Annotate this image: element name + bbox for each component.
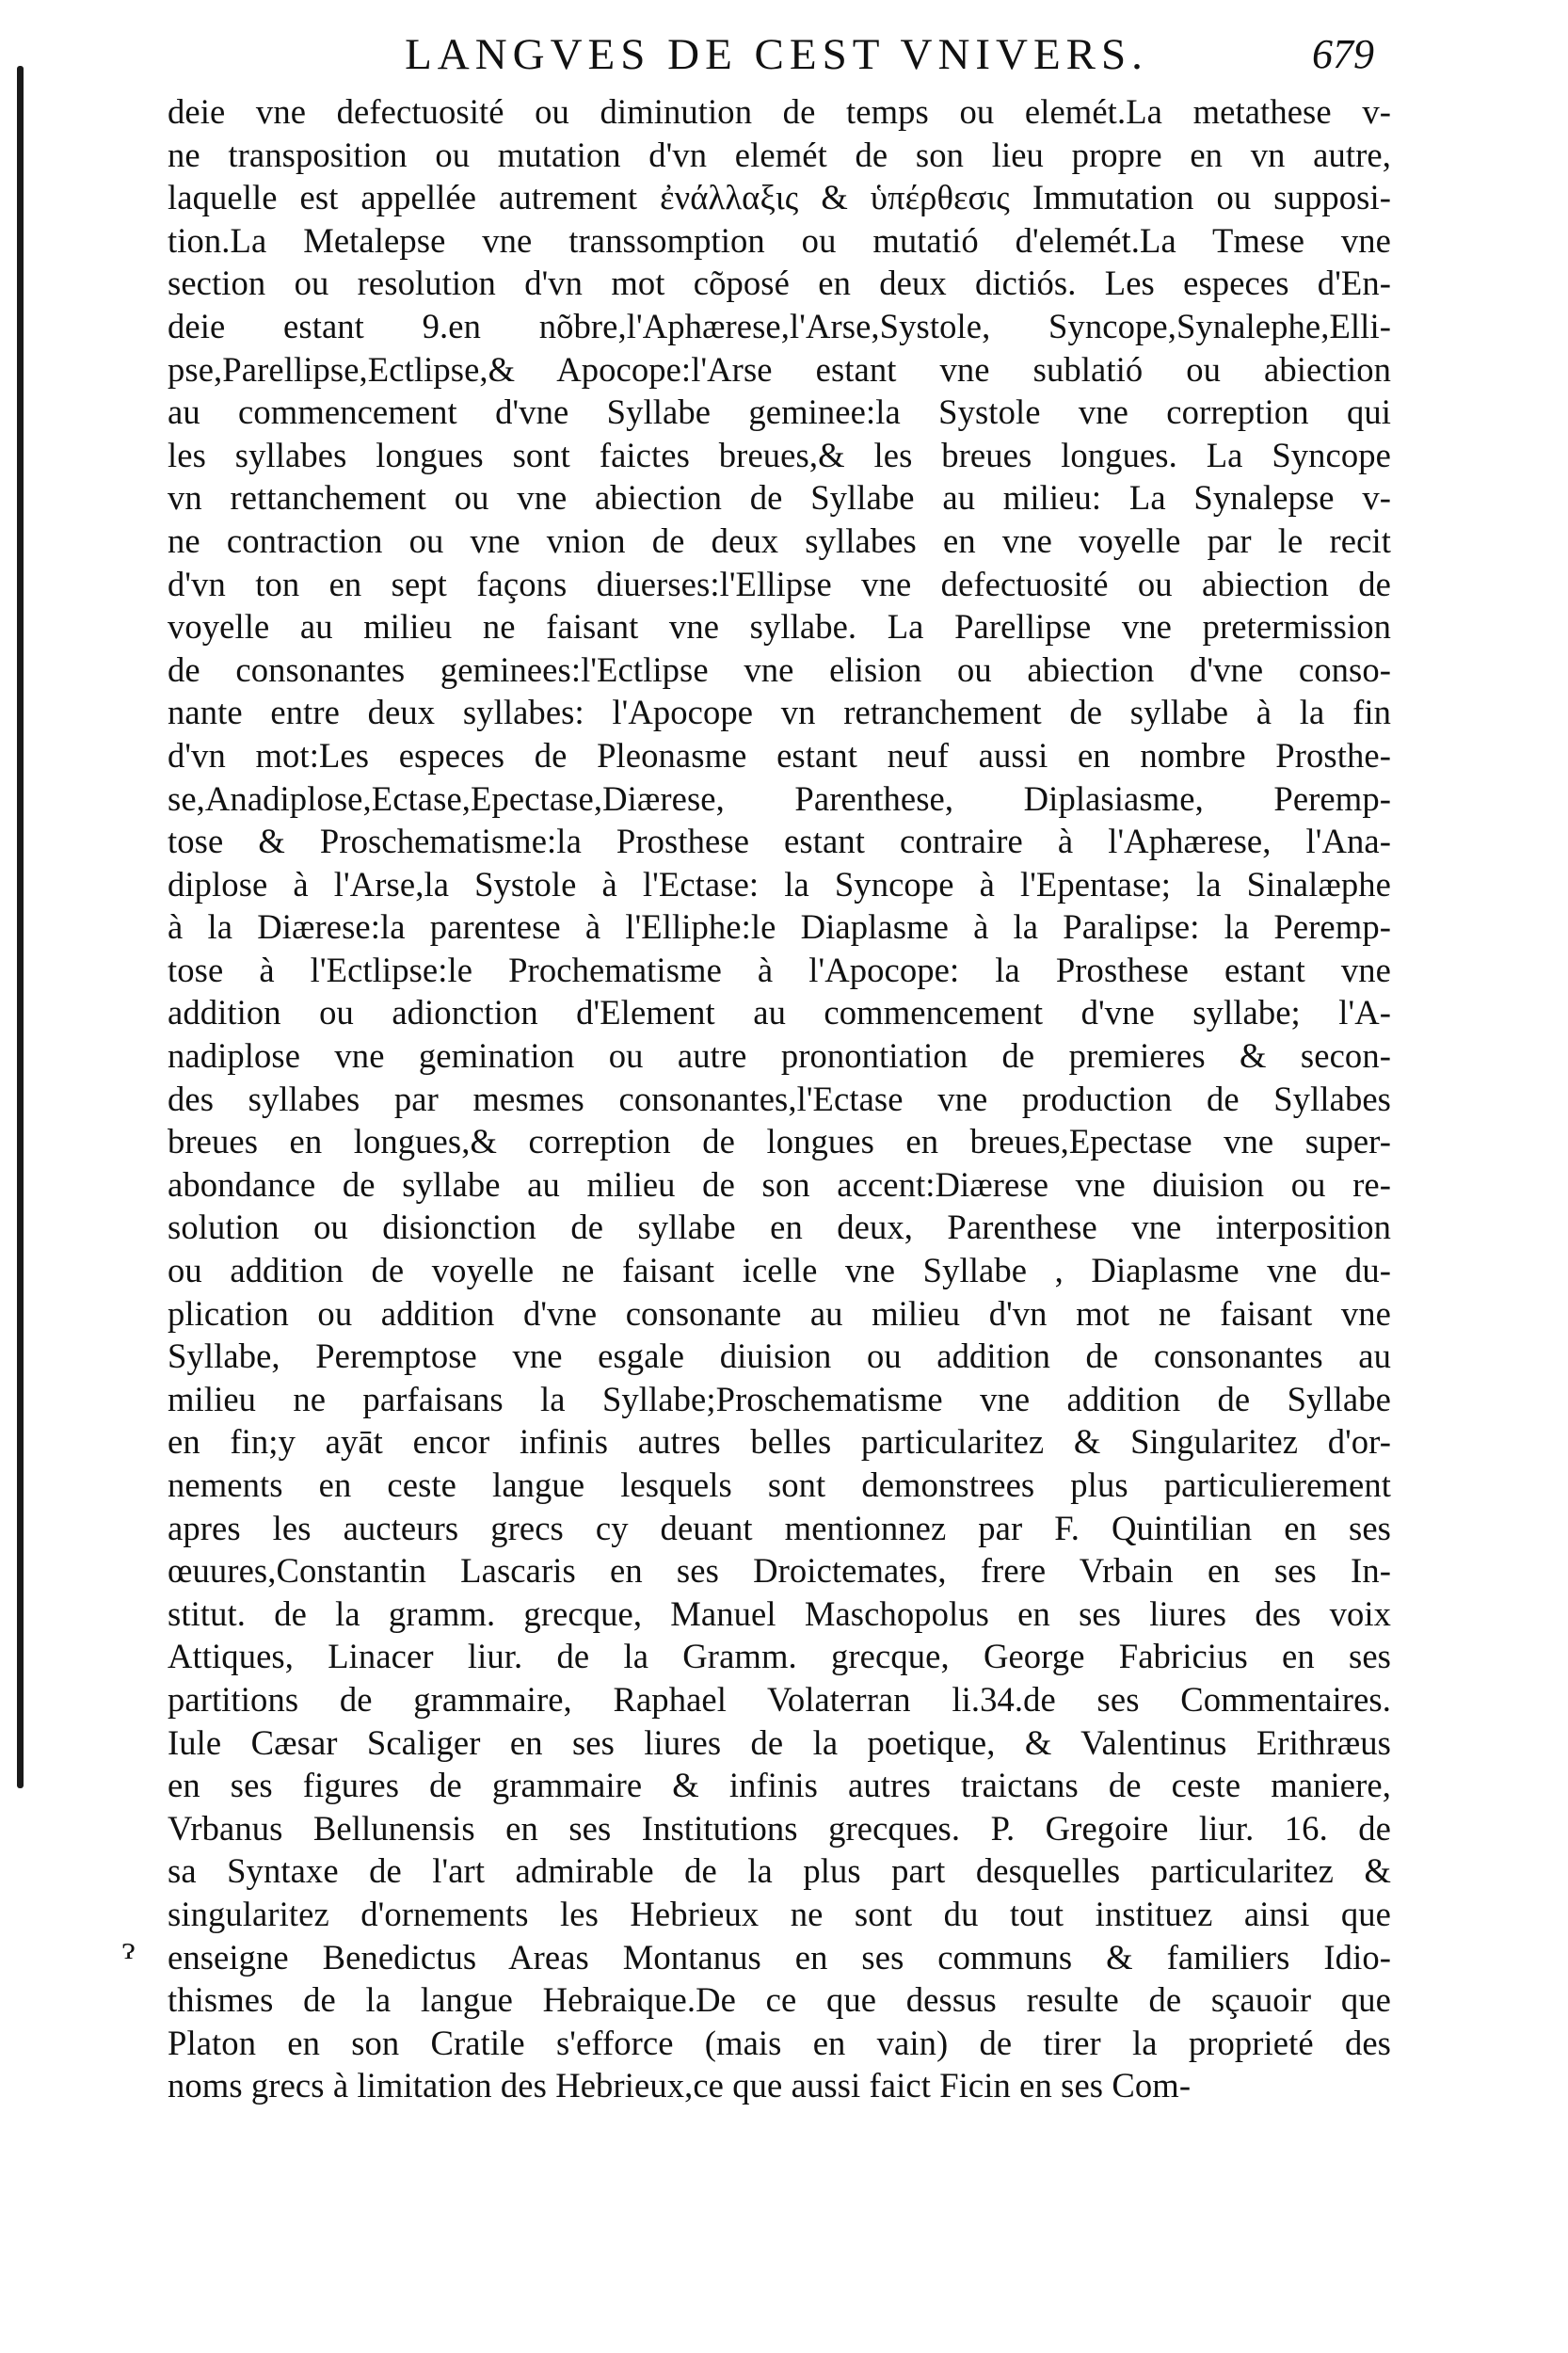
text-line: se,Anadiplose,Ectase,Epectase,Diærese, Parenthese, Diplasiasme, Peremp- (168, 778, 1391, 818)
margin-mark: ɂ (122, 1931, 136, 1966)
text-line: nante entre deux syllabes: l'Apocope vn retranchement de syllabe à la fin (168, 693, 1391, 732)
text-line: ou addition de voyelle ne faisant icelle vne Syllabe , Diaplasme vne du- (168, 1251, 1391, 1290)
text-line: solution ou disionction de syllabe en deux, Parenthese vne interposition (168, 1208, 1391, 1247)
text-line: Platon en son Cratile s'efforce (mais en vain) de tirer la proprieté des (168, 2023, 1391, 2062)
text-line: addition ou adionction d'Element au commencement d'vne syllabe; l'A- (168, 993, 1391, 1032)
text-line: voyelle au milieu ne faisant vne syllabe. La Parellipse vne pretermission (168, 607, 1391, 647)
text-line: apres les aucteurs grecs cy deuant mentionnez par F. Quintilian en ses (168, 1508, 1391, 1547)
text-line: des syllabes par mesmes consonantes,l'Ectase vne production de Syllabes (168, 1079, 1391, 1118)
text-line: partitions de grammaire, Raphael Volaterran li.34.de ses Commentaires. (168, 1679, 1391, 1719)
text-line: enseigne Benedictus Areas Montanus en ses communs & familiers Idio- (168, 1937, 1391, 1977)
text-line: tose à l'Ectlipse:le Prochematisme à l'Apocope: la Prosthese estant vne (168, 950, 1391, 989)
text-line: ne contraction ou vne vnion de deux syllabes en vne voyelle par le recit (168, 520, 1391, 560)
text-line: à la Diærese:la parentese à l'Elliphe:le Diaplasme à la Paralipse: la Peremp- (168, 907, 1391, 947)
text-line: thismes de la langue Hebraique.De ce que dessus resulte de sçauoir que (168, 1980, 1391, 2020)
text-line: vn rettanchement ou vne abiection de Syllabe au milieu: La Synalepse v- (168, 478, 1391, 518)
text-line: de consonantes geminees:l'Ectlipse vne elision ou abiection d'vne conso- (168, 649, 1391, 689)
text-line: Iule Cæsar Scaliger en ses liures de la poetique, & Valentinus Erithræus (168, 1722, 1391, 1762)
text-line: Attiques, Linacer liur. de la Gramm. grecque, George Fabricius en ses (168, 1637, 1391, 1676)
body-text (168, 90, 1391, 2107)
text-line: deie vne defectuosité ou diminution de temps ou elemét.La metathese v- (168, 92, 1391, 131)
text-line: milieu ne parfaisans la Syllabe;Proschematisme vne addition de Syllabe (168, 1379, 1391, 1418)
text-line: ne transposition ou mutation d'vn elemét de son lieu propre en vn autre, (168, 135, 1391, 174)
text-line: tose & Proschematisme:la Prosthese estant contraire à l'Aphærese, l'Ana- (168, 822, 1391, 861)
text-line: pse,Parellipse,Ectlipse,& Apocope:l'Arse estant vne sublatió ou abiection (168, 349, 1391, 389)
text-line: les syllabes longues sont faictes breues,& les breues longues. La Syncope (168, 435, 1391, 474)
text-line: au commencement d'vne Syllabe geminee:la Systole vne correption qui (168, 392, 1391, 432)
text-line: tion.La Metalepse vne transsomption ou mutatió d'elemét.La Tmese vne (168, 220, 1391, 260)
text-line: breues en longues,& correption de longues en breues,Epectase vne super- (168, 1122, 1391, 1161)
text-line: singularitez d'ornements les Hebrieux ne sont du tout instituez ainsi que (168, 1894, 1391, 1933)
text-line: d'vn mot:Les especes de Pleonasme estant neuf aussi en nombre Prosthe- (168, 735, 1391, 775)
text-line: nadiplose vne gemination ou autre pronontiation de premieres & secon- (168, 1036, 1391, 1076)
binding-edge-shadow (17, 66, 24, 1788)
running-head: LANGVES DE CEST VNIVERS. (405, 30, 1148, 79)
text-line: section ou resolution d'vn mot cõposé en deux dictiós. Les especes d'En- (168, 264, 1391, 303)
text-line: en fin;y ayāt encor infinis autres belles particularitez & Singularitez d'or- (168, 1422, 1391, 1462)
text-line: diplose à l'Arse,la Systole à l'Ectase: la Syncope à l'Epentase; la Sinalæphe (168, 864, 1391, 904)
text-line: laquelle est appellée autrement ἐνάλλαξις & ὑπέρθεσις Immutation ou supposi- (168, 178, 1391, 217)
page-number: 679 (1312, 31, 1374, 77)
text-line: Syllabe, Peremptose vne esgale diuision ou addition de consonantes au (168, 1337, 1391, 1376)
text-line: plication ou addition d'vne consonante au milieu d'vn mot ne faisant vne (168, 1293, 1391, 1333)
text-line: deie estant 9.en nõbre,l'Aphærese,l'Arse,Systole, Syncope,Synalephe,Elli- (168, 306, 1391, 345)
text-line: nements en ceste langue lesquels sont demonstrees plus particulierement (168, 1465, 1391, 1504)
text-line: en ses figures de grammaire & infinis autres traictans de ceste maniere, (168, 1766, 1391, 1805)
text-line: sa Syntaxe de l'art admirable de la plus part desquelles particularitez & (168, 1851, 1391, 1891)
text-line: abondance de syllabe au milieu de son accent:Diærese vne diuision ou re- (168, 1164, 1391, 1204)
text-line: d'vn ton en sept façons diuerses:l'Ellipse vne defectuosité ou abiection de (168, 564, 1391, 603)
text-line: Vrbanus Bellunensis en ses Institutions grecques. P. Gregoire liur. 16. de (168, 1808, 1391, 1848)
text-line: œuures,Constantin Lascaris en ses Droictemates, frere Vrbain en ses In- (168, 1551, 1391, 1591)
text-line: stitut. de la gramm. grecque, Manuel Maschopolus en ses liures des voix (168, 1593, 1391, 1633)
text-line: noms grecs à limitation des Hebrieux,ce que aussi faict Ficin en ses Com- (168, 2066, 1192, 2105)
